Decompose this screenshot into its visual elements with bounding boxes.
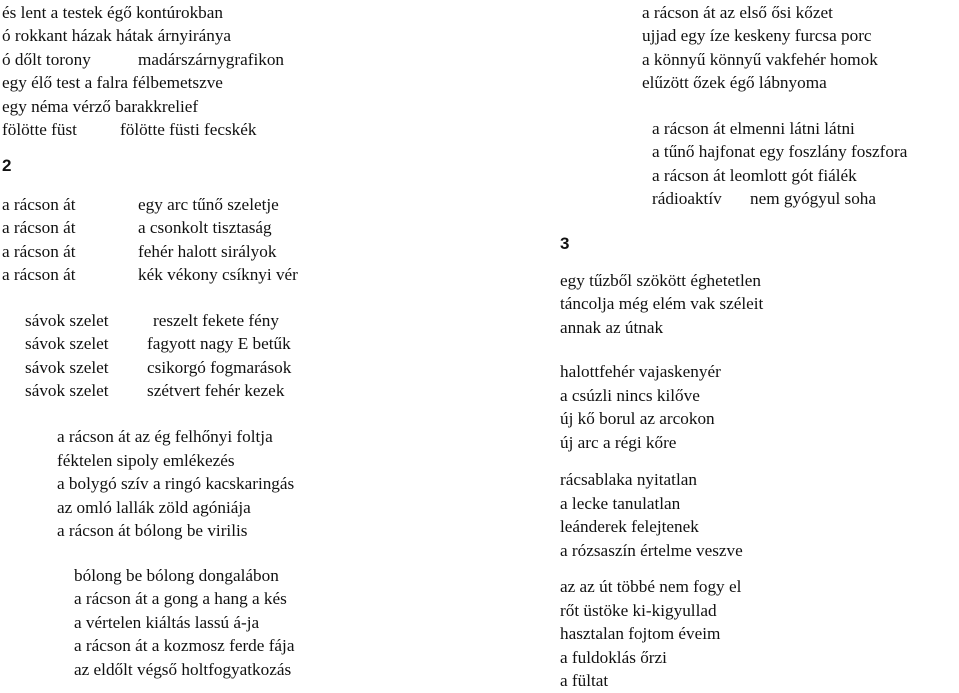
poem-line: sávok szelet (25, 311, 109, 330)
poem-line: a rózsaszín értelme veszve (560, 541, 743, 560)
poem-line: a rácson át (2, 195, 76, 214)
poem-line: a rácson át a gong a hang a kés (74, 589, 287, 608)
poem-line: egy tűzből szökött éghetetlen (560, 271, 761, 290)
poem-line: a lecke tanulatlan (560, 494, 681, 513)
poem-line: a rácson át az ég felhőnyi foltja (57, 427, 273, 446)
poem-line: a rácson át (2, 218, 76, 237)
poem-line: egy néma vérző barakkrelief (2, 97, 199, 116)
poem-line: a rácson át (2, 265, 76, 284)
poem-line: kék vékony csíknyi vér (138, 265, 298, 284)
poem-line: halottfehér vajaskenyér (560, 362, 721, 381)
poem-line: sávok szelet (25, 358, 109, 377)
poem-line: és lent a testek égő kontúrokban (2, 3, 223, 22)
poem-line: a tűnő hajfonat egy foszlány foszfora (652, 142, 908, 161)
poem-line: fölötte füst (2, 120, 77, 139)
poem-line: táncolja még elém vak széleit (560, 294, 764, 313)
poem-line: fehér halott sirályok (138, 242, 277, 261)
poem-line: a rácson át bólong be virilis (57, 521, 248, 540)
poem-line: sávok szelet (25, 334, 109, 353)
poem-line: ó rokkant házak hátak árnyiránya (2, 26, 232, 45)
poem-line: szétvert fehér kezek (147, 381, 285, 400)
poem-line: az eldőlt végső holtfogyatkozás (74, 660, 292, 679)
poem-line: rőt üstöke ki-kigyullad (560, 601, 717, 620)
poem-line: fölötte füsti fecskék (120, 120, 257, 139)
poem-line: nem gyógyul soha (750, 189, 877, 208)
poem-line: annak az útnak (560, 318, 664, 337)
poem-line: a vértelen kiáltás lassú á-ja (74, 613, 260, 632)
poem-line: a rácson át (2, 242, 76, 261)
poem-line: új kő borul az arcokon (560, 409, 715, 428)
poem-line: leánderek felejtenek (560, 517, 699, 536)
poem-line: a rácson át leomlott gót fiálék (652, 166, 857, 185)
poem-line: a rácson át az első ősi kőzet (642, 3, 833, 22)
poem-line: az az út többé nem fogy el (560, 577, 742, 596)
poem-line: a rácson át elmenni látni látni (652, 119, 855, 138)
poem-line: ó dőlt torony (2, 50, 91, 69)
poem-line: madárszárnygrafikon (138, 50, 285, 69)
poem-line: a bolygó szív a ringó kacskaringás (57, 474, 295, 493)
poem-line: új arc a régi kőre (560, 433, 677, 452)
section-number: 2 (2, 156, 12, 175)
poem-line: egy arc tűnő szeletje (138, 195, 279, 214)
section-number: 3 (560, 234, 570, 253)
poem-line: a csonkolt tisztaság (138, 218, 272, 237)
poem-line: féktelen sipoly emlékezés (57, 451, 235, 470)
poem-line: az omló lallák zöld agóniája (57, 498, 251, 517)
poem-line: a rácson át a kozmosz ferde fája (74, 636, 295, 655)
poem-line: fagyott nagy E betűk (147, 334, 291, 353)
poem-line: a fültat (560, 671, 609, 690)
poem-line: sávok szelet (25, 381, 109, 400)
poem-line: csikorgó fogmarások (147, 358, 292, 377)
poem-line: rádioaktív (652, 189, 722, 208)
poem-line: reszelt fekete fény (153, 311, 279, 330)
poem-line: elűzött őzek égő lábnyoma (642, 73, 827, 92)
poem-line: bólong be bólong dongalábon (74, 566, 279, 585)
poem-line: a fuldoklás őrzi (560, 648, 667, 667)
poem-line: rácsablaka nyitatlan (560, 470, 697, 489)
poem-line: egy élő test a falra félbemetszve (2, 73, 223, 92)
poem-line: a könnyű könnyű vakfehér homok (642, 50, 878, 69)
poem-line: hasztalan fojtom éveim (560, 624, 721, 643)
poem-line: ujjad egy íze keskeny furcsa porc (642, 26, 872, 45)
poem-line: a csúzli nincs kilőve (560, 386, 700, 405)
